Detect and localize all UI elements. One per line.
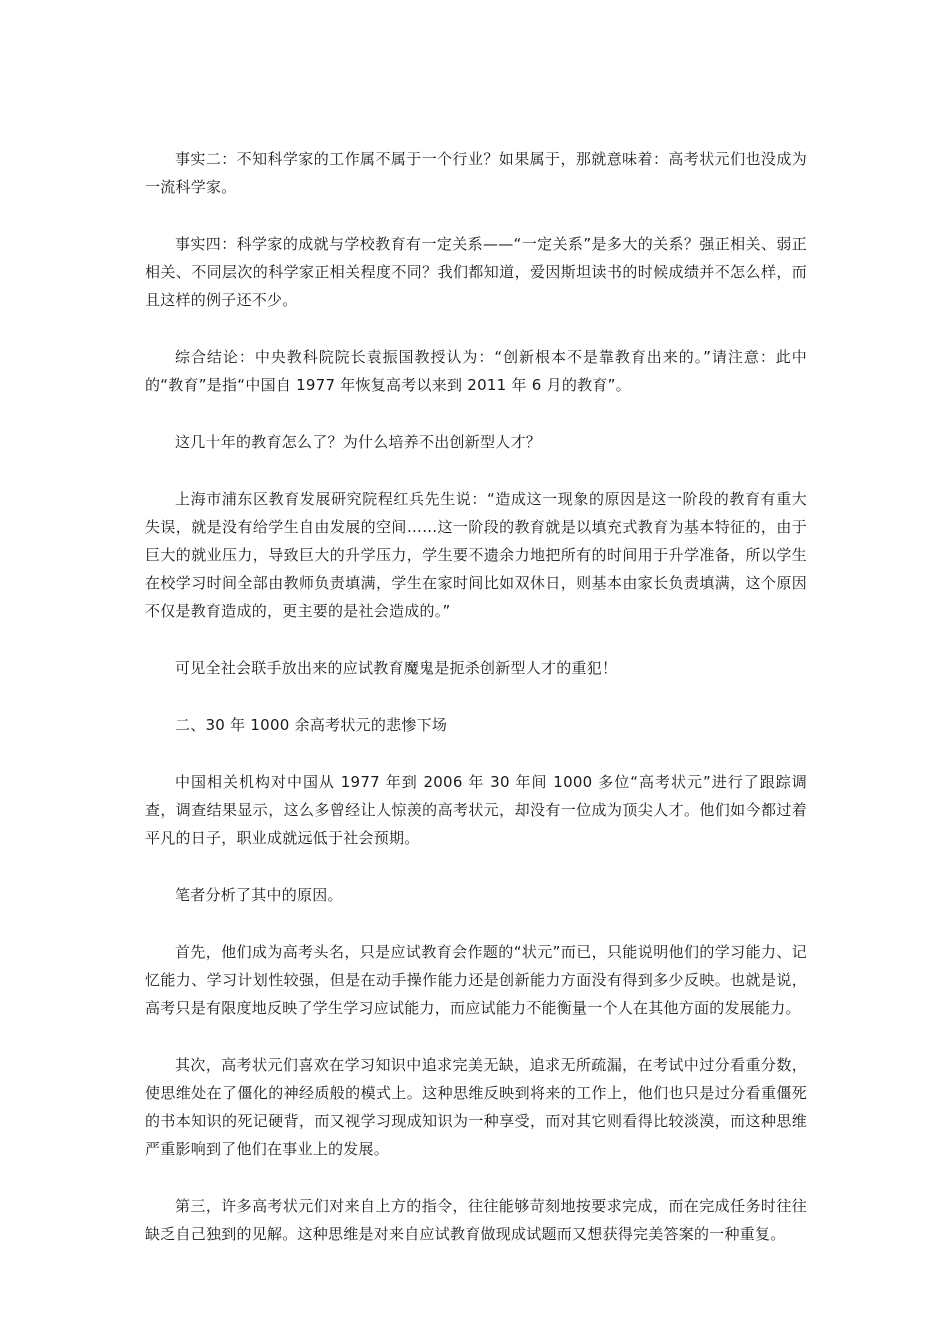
paragraph-reason-second: 其次，高考状元们喜欢在学习知识中追求完美无缺，追求无所疏漏，在考试中过分看重分数，使思维处在了僵化的神经质般的模式上。这种思维反映到将来的工作上，他们也只是过分看重僵死的书本知识的死记硬背，而又视学习现成知识为一种享受，而对其它则看得比较淡漠，而这种思维严重影响到了他们在事业上的发展。 [145, 1056, 807, 1158]
paragraph-question: 这几十年的教育怎么了？为什么培养不出创新型人才？ [175, 433, 542, 451]
paragraph-fact-two: 事实二：不知科学家的工作属不属于一个行业？如果属于，那就意味着：高考状元们也没成为一流科学家。 [145, 150, 807, 196]
paragraph-reason-third: 第三，许多高考状元们对来自上方的指令，往往能够苛刻地按要求完成，而在完成任务时往往缺乏自己独到的见解。这种思维是对来自应试教育做现成试题而又想获得完美答案的一种重复。 [145, 1197, 807, 1243]
paragraph-conclusion: 综合结论：中央教科院院长袁振国教授认为：“创新根本不是靠教育出来的。”请注意：此中的“教育”是指“中国自 1977 年恢复高考以来到 2011 年 6 月的教育”。 [145, 348, 807, 394]
paragraph-fact-four: 事实四：科学家的成就与学校教育有一定关系——“一定关系”是多大的关系？强正相关、弱正相关、不同层次的科学家正相关程度不同？我们都知道，爱因斯坦读书的时候成绩并不怎么样，而且这样的例子还不少。 [145, 235, 807, 309]
document-body [145, 145, 807, 1277]
paragraph-statement: 可见全社会联手放出来的应试教育魔鬼是扼杀创新型人才的重犯！ [175, 659, 618, 677]
paragraph-reason-first: 首先，他们成为高考头名，只是应试教育会作题的“状元”而已，只能说明他们的学习能力、记忆能力、学习计划性较强，但是在动手操作能力还是创新能力方面没有得到多少反映。也就是说，高考只是有限度地反映了学生学习应试能力，而应试能力不能衡量一个人在其他方面的发展能力。 [145, 943, 807, 1017]
section-heading: 二、30 年 1000 余高考状元的悲惨下场 [175, 716, 448, 734]
paragraph-analysis-intro: 笔者分析了其中的原因。 [175, 886, 343, 904]
paragraph-quote: 上海市浦东区教育发展研究院程红兵先生说：“造成这一现象的原因是这一阶段的教育有重大失误，就是没有给学生自由发展的空间……这一阶段的教育就是以填充式教育为基本特征的，由于巨大的就业压力，导致巨大的升学压力，学生要不遗余力地把所有的时间用于升学准备，所以学生在校学习时间全部由教师负责填满，学生在家时间比如双休日，则基本由家长负责填满，这个原因不仅是教育造成的，更主要的是社会造成的。” [145, 490, 807, 620]
paragraph-survey: 中国相关机构对中国从 1977 年到 2006 年 30 年间 1000 多位“高考状元”进行了跟踪调查，调查结果显示，这么多曾经让人惊羡的高考状元，却没有一位成为顶尖人才。他们如今都过着平凡的日子，职业成就远低于社会预期。 [145, 773, 807, 847]
